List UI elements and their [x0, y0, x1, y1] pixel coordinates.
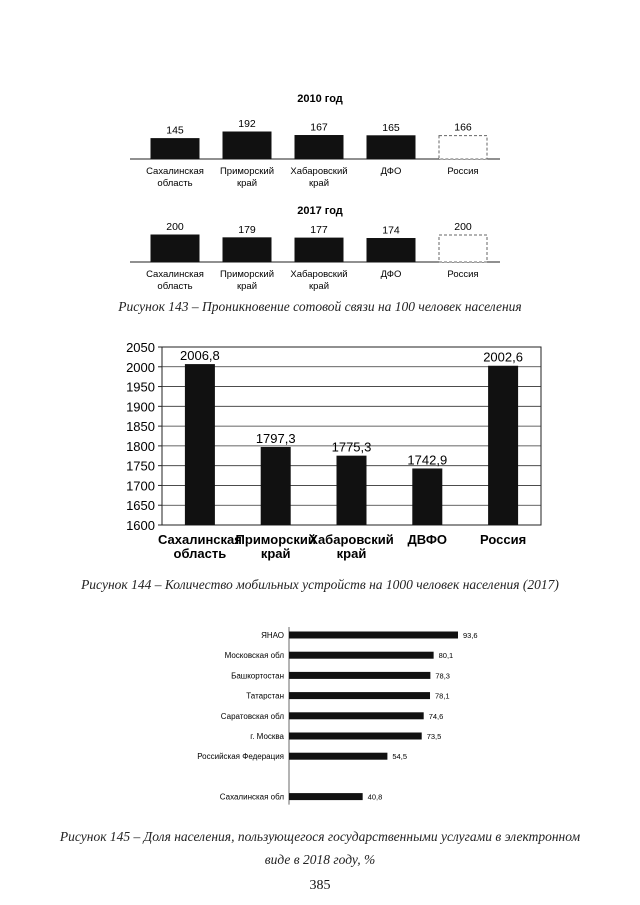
chart0-value-label: 192 — [238, 118, 256, 130]
chart0-category-label: Сахалинская — [146, 166, 204, 177]
chart2-category-label: ДВФО — [407, 532, 448, 547]
chart1-category-label: край — [236, 281, 258, 292]
chart1-category-label: Хабаровский — [290, 269, 348, 280]
chart3-bar — [289, 632, 458, 639]
figure-145-caption-line2: виде в 2018 году, % — [264, 852, 376, 867]
chart0-value-label: 167 — [310, 121, 328, 134]
chart2-bar — [412, 468, 442, 525]
chart1-category-label: Россия — [447, 269, 479, 280]
chart2-category-label: область — [173, 546, 227, 561]
chart0-bar — [295, 136, 343, 159]
chart0-category-label: край — [308, 178, 330, 189]
chart3-value-label: 73,5 — [426, 732, 442, 741]
chart3-bar — [289, 733, 422, 740]
chart2-y-tick-label: 1700 — [126, 478, 155, 494]
chart2-category-label: Сахалинская — [157, 532, 242, 547]
chart3-value-label: 40,8 — [367, 792, 383, 802]
chart2-y-tick-label: 1800 — [126, 438, 155, 454]
chart2-value-label: 2002,6 — [483, 349, 523, 365]
chart2-y-tick-label: 1850 — [126, 419, 155, 435]
chart1-bar — [151, 235, 199, 262]
chart0-category-label: Россия — [447, 166, 479, 177]
chart0-value-label: 165 — [382, 121, 400, 134]
chart3-value-label: 78,1 — [435, 691, 450, 701]
chart3-bar — [289, 692, 430, 699]
chart2-y-tick-label: 1900 — [126, 399, 155, 415]
chart2-y-tick-label: 2000 — [126, 359, 155, 375]
chart0-bar — [151, 139, 199, 159]
chart0-title: 2010 год — [297, 93, 343, 105]
chart3-bar — [289, 672, 430, 679]
chart2-category-label: край — [336, 546, 367, 561]
chart3-value-label: 93,6 — [463, 631, 478, 640]
chart2-bar — [261, 447, 291, 525]
chart2-y-tick-label: 1750 — [126, 458, 155, 474]
chart3-category-label: Российская Федерация — [197, 752, 284, 762]
chart1-value-label: 177 — [310, 224, 328, 237]
chart3-category-label: Татарстан — [246, 691, 284, 701]
chart2-y-tick-label: 1600 — [126, 518, 155, 533]
chart1-value-label: 200 — [454, 221, 472, 233]
chart2-y-tick-label: 2050 — [126, 340, 155, 355]
chart2-bar — [185, 364, 215, 525]
chart3-category-label: г. Москва — [250, 732, 284, 741]
chart3-category-label: ЯНАО — [261, 631, 284, 640]
chart3-bar — [289, 753, 387, 760]
chart1-category-label: область — [157, 281, 193, 292]
chart1-bar — [223, 238, 271, 262]
chart1-category-label: ДФО — [380, 269, 402, 280]
figure-145-caption-line1: Рисунок 145 – Доля населения, пользующегося государственными услугами в электронном — [59, 829, 581, 844]
chart0-category-label: Хабаровский — [290, 166, 348, 177]
chart2-category-label: Приморский — [235, 532, 316, 547]
page-number: 385 — [309, 878, 331, 893]
figure-144-caption: Рисунок 144 – Количество мобильных устройств на 1000 человек населения (2017) — [81, 577, 559, 592]
chart3-value-label: 78,3 — [435, 671, 450, 681]
chart3-category-label: Башкортостан — [231, 671, 284, 681]
chart0-bar — [439, 136, 487, 159]
chart2-value-label: 1797,3 — [255, 430, 296, 446]
chart3-category-label: Саратовская обл — [220, 711, 284, 721]
chart0-bar — [367, 136, 415, 159]
chart1-value-label: 179 — [238, 223, 256, 236]
chart1-category-label: Приморский — [219, 269, 275, 280]
chart1-value-label: 174 — [382, 224, 400, 237]
chart1-value-label: 200 — [166, 221, 184, 233]
chart3-value-label: 54,5 — [392, 752, 408, 762]
chart1-category-label: край — [308, 281, 330, 292]
chart2-value-label: 1742,9 — [407, 452, 448, 468]
chart2-category-label: Хабаровский — [309, 532, 394, 547]
chart0-category-label: область — [157, 178, 193, 189]
chart2-y-tick-label: 1950 — [126, 379, 155, 395]
chart0-category-label: Приморский — [219, 166, 275, 177]
chart2-value-label: 1775,3 — [331, 439, 372, 455]
chart3-bar — [289, 793, 363, 800]
chart2-y-tick-label: 1650 — [126, 498, 155, 514]
chart2-bar — [488, 366, 518, 525]
chart3-value-label: 80,1 — [438, 651, 454, 661]
chart0-category-label: ДФО — [380, 166, 402, 177]
chart0-bar — [223, 132, 271, 159]
chart1-title: 2017 год — [297, 205, 343, 217]
chart3-value-label: 74,6 — [428, 711, 444, 721]
chart2-bar — [337, 456, 367, 525]
chart3-bar — [289, 712, 424, 719]
chart0-category-label: край — [236, 178, 258, 189]
chart2-category-label: край — [260, 546, 291, 561]
chart0-value-label: 145 — [166, 124, 184, 137]
chart1-bar — [439, 235, 487, 262]
chart3-category-label: Сахалинская обл — [219, 792, 284, 802]
chart1-bar — [367, 239, 415, 262]
chart0-value-label: 166 — [454, 121, 472, 134]
figure-143-caption: Рисунок 143 – Проникновение сотовой связи на 100 человек населения — [118, 299, 522, 314]
chart1-category-label: Сахалинская — [146, 269, 204, 280]
chart2-category-label: Россия — [480, 532, 527, 547]
chart3-bar — [289, 652, 434, 659]
chart1-bar — [295, 238, 343, 262]
chart3-category-label: Московская обл — [224, 651, 284, 661]
chart2-value-label: 2006,8 — [180, 348, 220, 364]
